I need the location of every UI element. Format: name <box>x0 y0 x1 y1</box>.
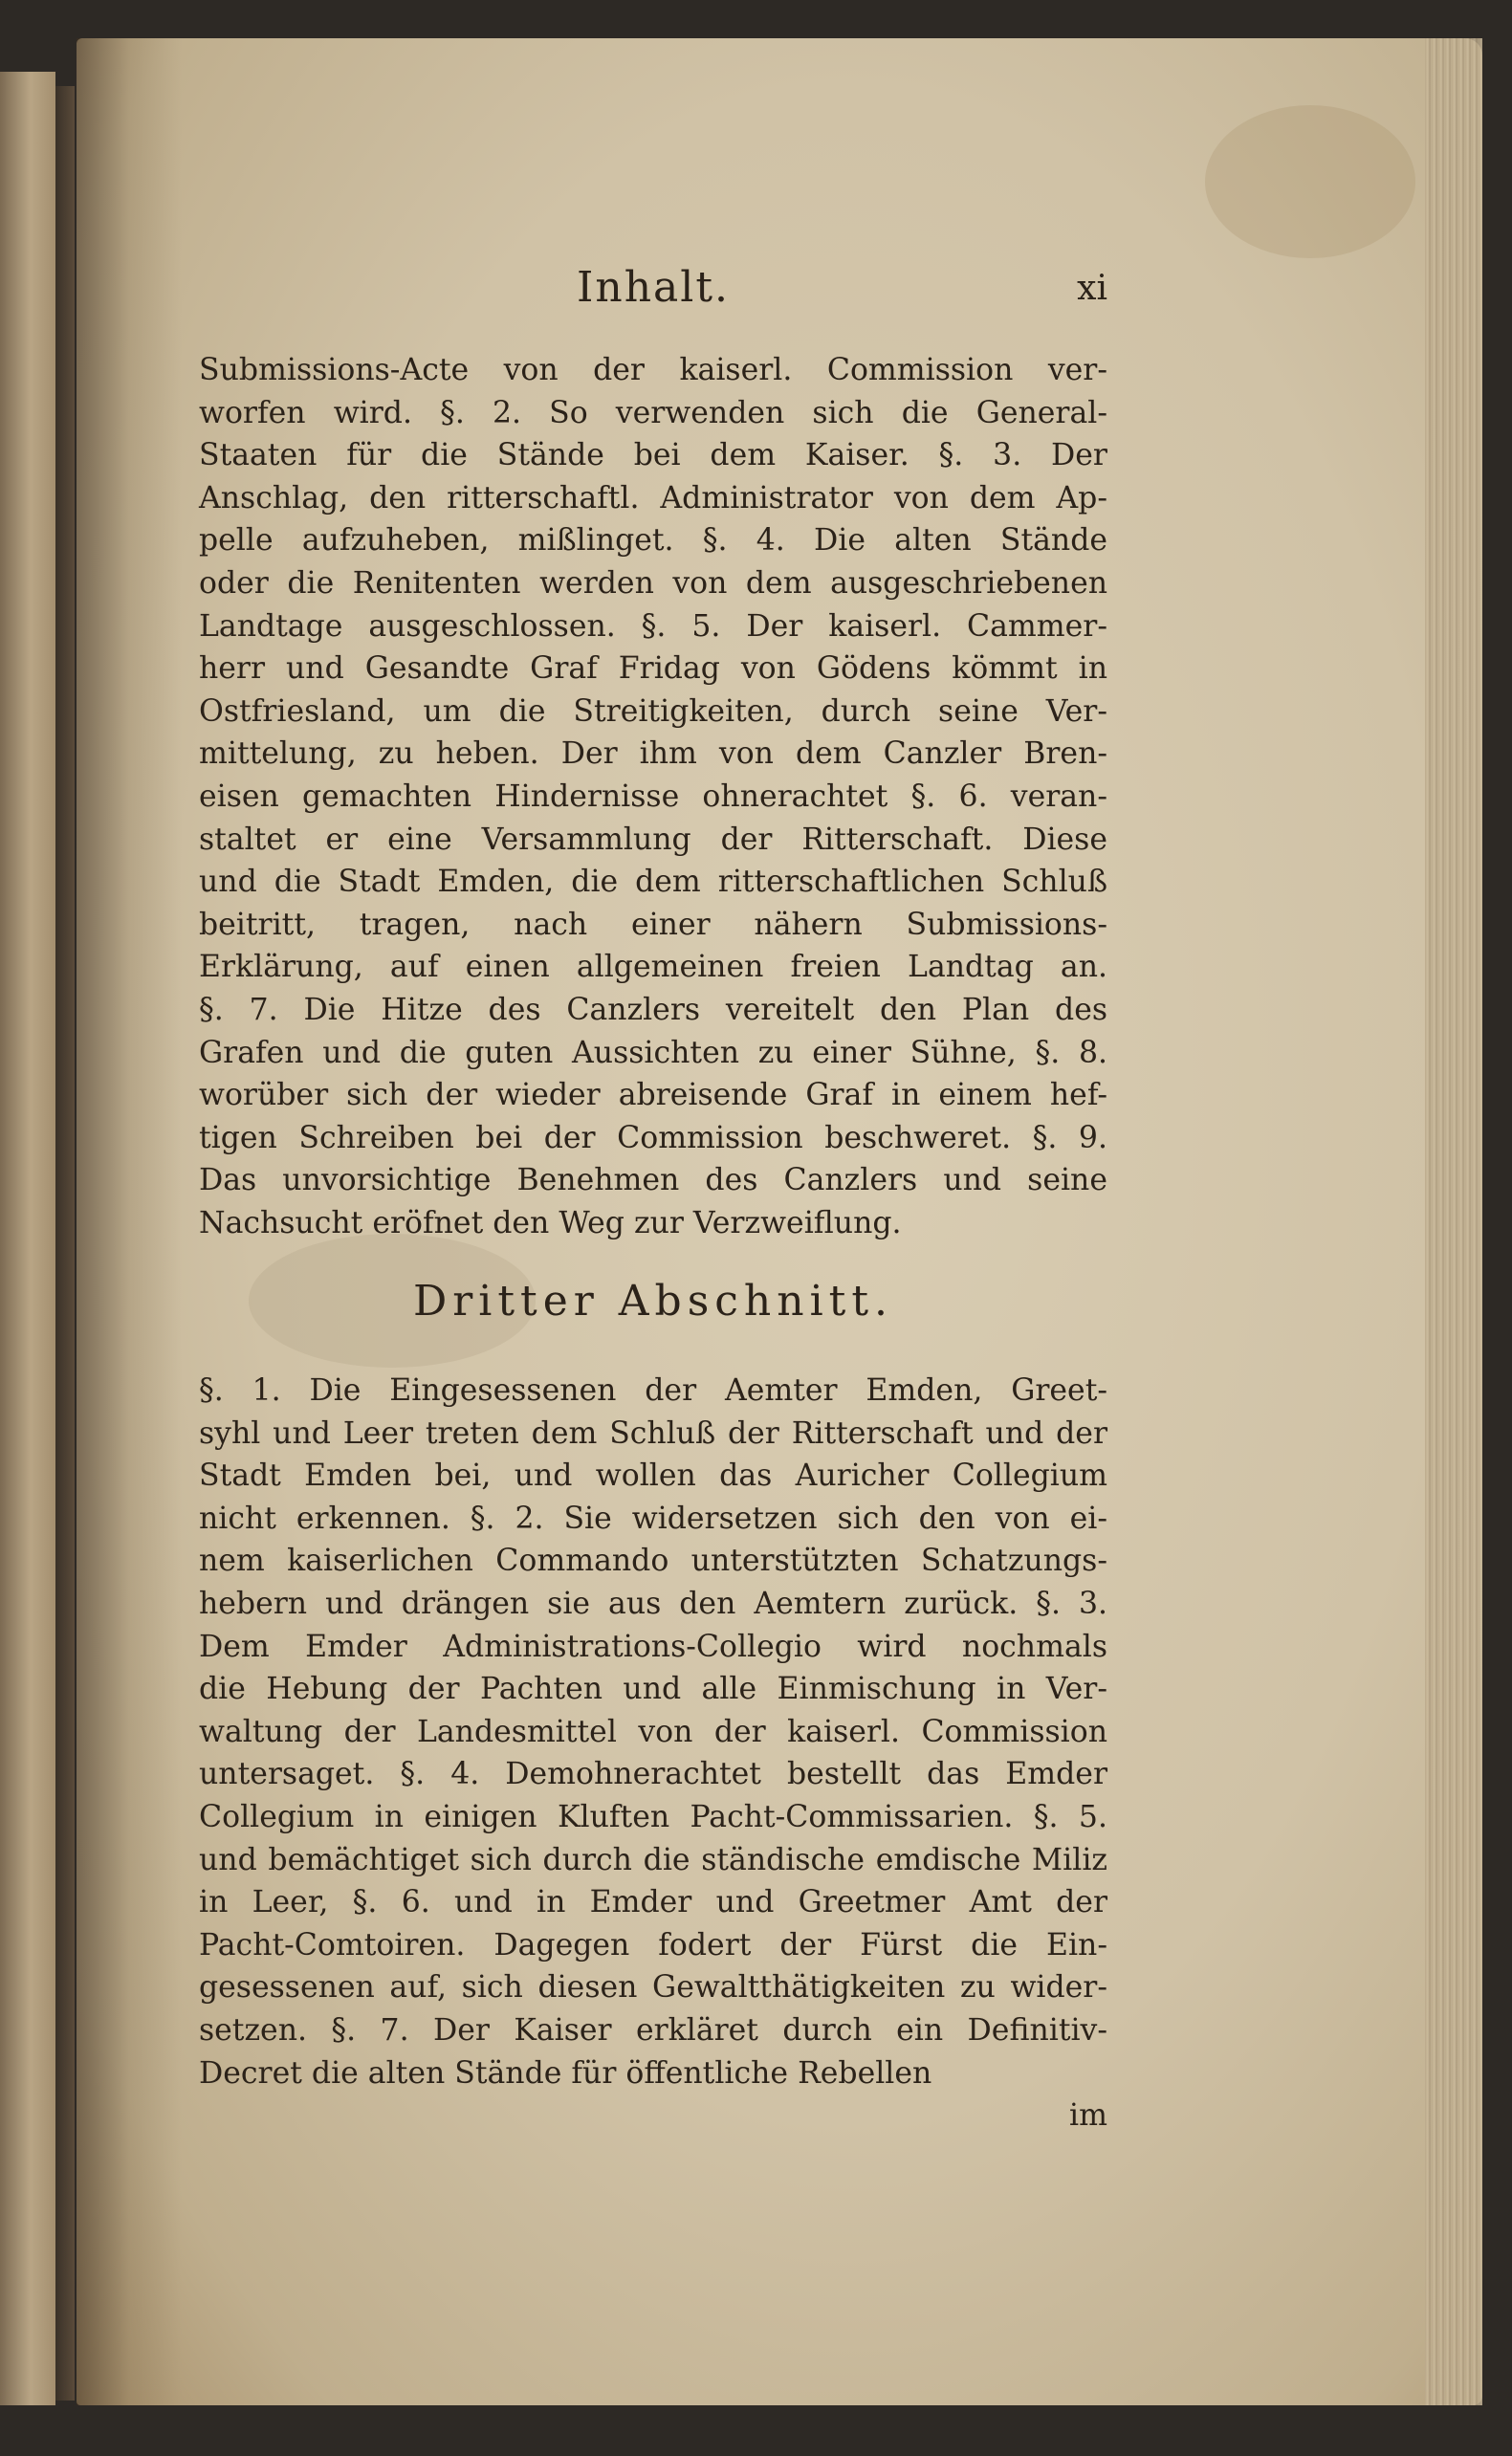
text-line: und die Stadt Emden, die dem ritterschaftlichen Schluß <box>199 865 1107 900</box>
text-line: Submissions-Acte von der kaiserl. Commission ver- <box>199 353 1107 387</box>
facing-page-edge <box>0 72 55 2405</box>
running-head <box>199 263 1107 320</box>
catchword: im <box>1069 2098 1107 2134</box>
text-line: §. 7. Die Hitze des Canzlers vereitelt den Plan des <box>199 992 1107 1027</box>
text-line: waltung der Landesmittel von der kaiserl. Commission <box>199 1714 1107 1749</box>
text-line: herr und Gesandte Graf Fridag von Gödens kömmt in <box>199 651 1107 687</box>
page-gutter <box>77 38 182 2405</box>
text-line: syhl und Leer treten dem Schluß der Ritterschaft und der <box>199 1415 1107 1451</box>
text-line: Anschlag, den ritterschaftl. Administrator von dem Ap- <box>199 480 1107 515</box>
text-line: gesessenen auf, sich diesen Gewaltthätigkeiten zu wider- <box>199 1970 1107 2006</box>
text-line: pelle aufzuheben, mißlinget. §. 4. Die alten Stände <box>199 523 1107 559</box>
contents-paragraph-1 <box>199 349 1107 1244</box>
running-title: Inhalt. <box>576 263 731 312</box>
text-line: und bemächtiget sich durch die ständische emdische Miliz <box>199 1842 1107 1877</box>
text-line: mittelung, zu heben. Der ihm von dem Canzler Bren- <box>199 736 1107 772</box>
text-line: worüber sich der wieder abreisende Graf in einem hef- <box>199 1078 1107 1113</box>
age-stain <box>1205 105 1415 258</box>
contents-paragraph-2 <box>199 1370 1107 2138</box>
text-line: Ostfriesland, um die Streitigkeiten, durch seine Ver- <box>199 693 1107 729</box>
text-line: staltet er eine Versammlung der Ritterschaft. Diese <box>199 822 1107 857</box>
text-line: eisen gemachten Hindernisse ohnerachtet §. 6. veran- <box>199 778 1107 814</box>
text-line: oder die Renitenten werden von dem ausgeschriebenen <box>199 565 1107 601</box>
text-line: Landtage ausgeschlossen. §. 5. Der kaiserl. Cammer- <box>199 608 1107 644</box>
text-line: §. 1. Die Eingesessenen der Aemter Emden, Greet- <box>199 1373 1107 1408</box>
book-spine-shadow <box>55 86 75 2401</box>
page-fore-edge <box>1425 38 1482 2405</box>
text-line: Pacht-Comtoiren. Dagegen fodert der Fürst die Ein- <box>199 1927 1107 1963</box>
text-line: die Hebung der Pachten und alle Einmischung in Ver- <box>199 1672 1107 1707</box>
text-line: untersaget. §. 4. Demohnerachtet bestellt das Emder <box>199 1757 1107 1792</box>
section-heading: Dritter Abschnitt. <box>412 1277 894 1326</box>
text-line: Dem Emder Administrations-Collegio wird nochmals <box>199 1629 1107 1664</box>
text-line: setzen. §. 7. Der Kaiser erkläret durch ein Definitiv- <box>199 2012 1107 2048</box>
text-line: Staaten für die Stände bei dem Kaiser. §. 3. Der <box>199 438 1107 473</box>
text-line: Decret die alten Stände für öffentliche Rebellen <box>199 2055 932 2091</box>
text-line: tigen Schreiben bei der Commission beschweret. §. 9. <box>199 1120 1107 1155</box>
text-line: nem kaiserlichen Commando unterstützten Schatzungs- <box>199 1544 1107 1579</box>
text-line: Collegium in einigen Kluften Pacht-Commissarien. §. 5. <box>199 1799 1107 1834</box>
text-line: Stadt Emden bei, und wollen das Auricher Collegium <box>199 1458 1107 1494</box>
text-line: worfen wird. §. 2. So verwenden sich die General- <box>199 395 1107 430</box>
text-line: in Leer, §. 6. und in Emder und Greetmer Amt der <box>199 1885 1107 1920</box>
page-number: xi <box>1077 269 1107 308</box>
text-line: Nachsucht eröfnet den Weg zur Verzweiflung. <box>199 1205 902 1240</box>
text-line: hebern und drängen sie aus den Aemtern zurück. §. 3. <box>199 1586 1107 1621</box>
text-line: Grafen und die guten Aussichten zu einer Sühne, §. 8. <box>199 1035 1107 1070</box>
text-line: beitritt, tragen, nach einer nähern Submissions- <box>199 907 1107 942</box>
text-line: nicht erkennen. §. 2. Sie widersetzen sich den von ei- <box>199 1501 1107 1536</box>
text-line: Das unvorsichtige Benehmen des Canzlers und seine <box>199 1163 1107 1198</box>
text-line: Erklärung, auf einen allgemeinen freien Landtag an. <box>199 950 1107 985</box>
